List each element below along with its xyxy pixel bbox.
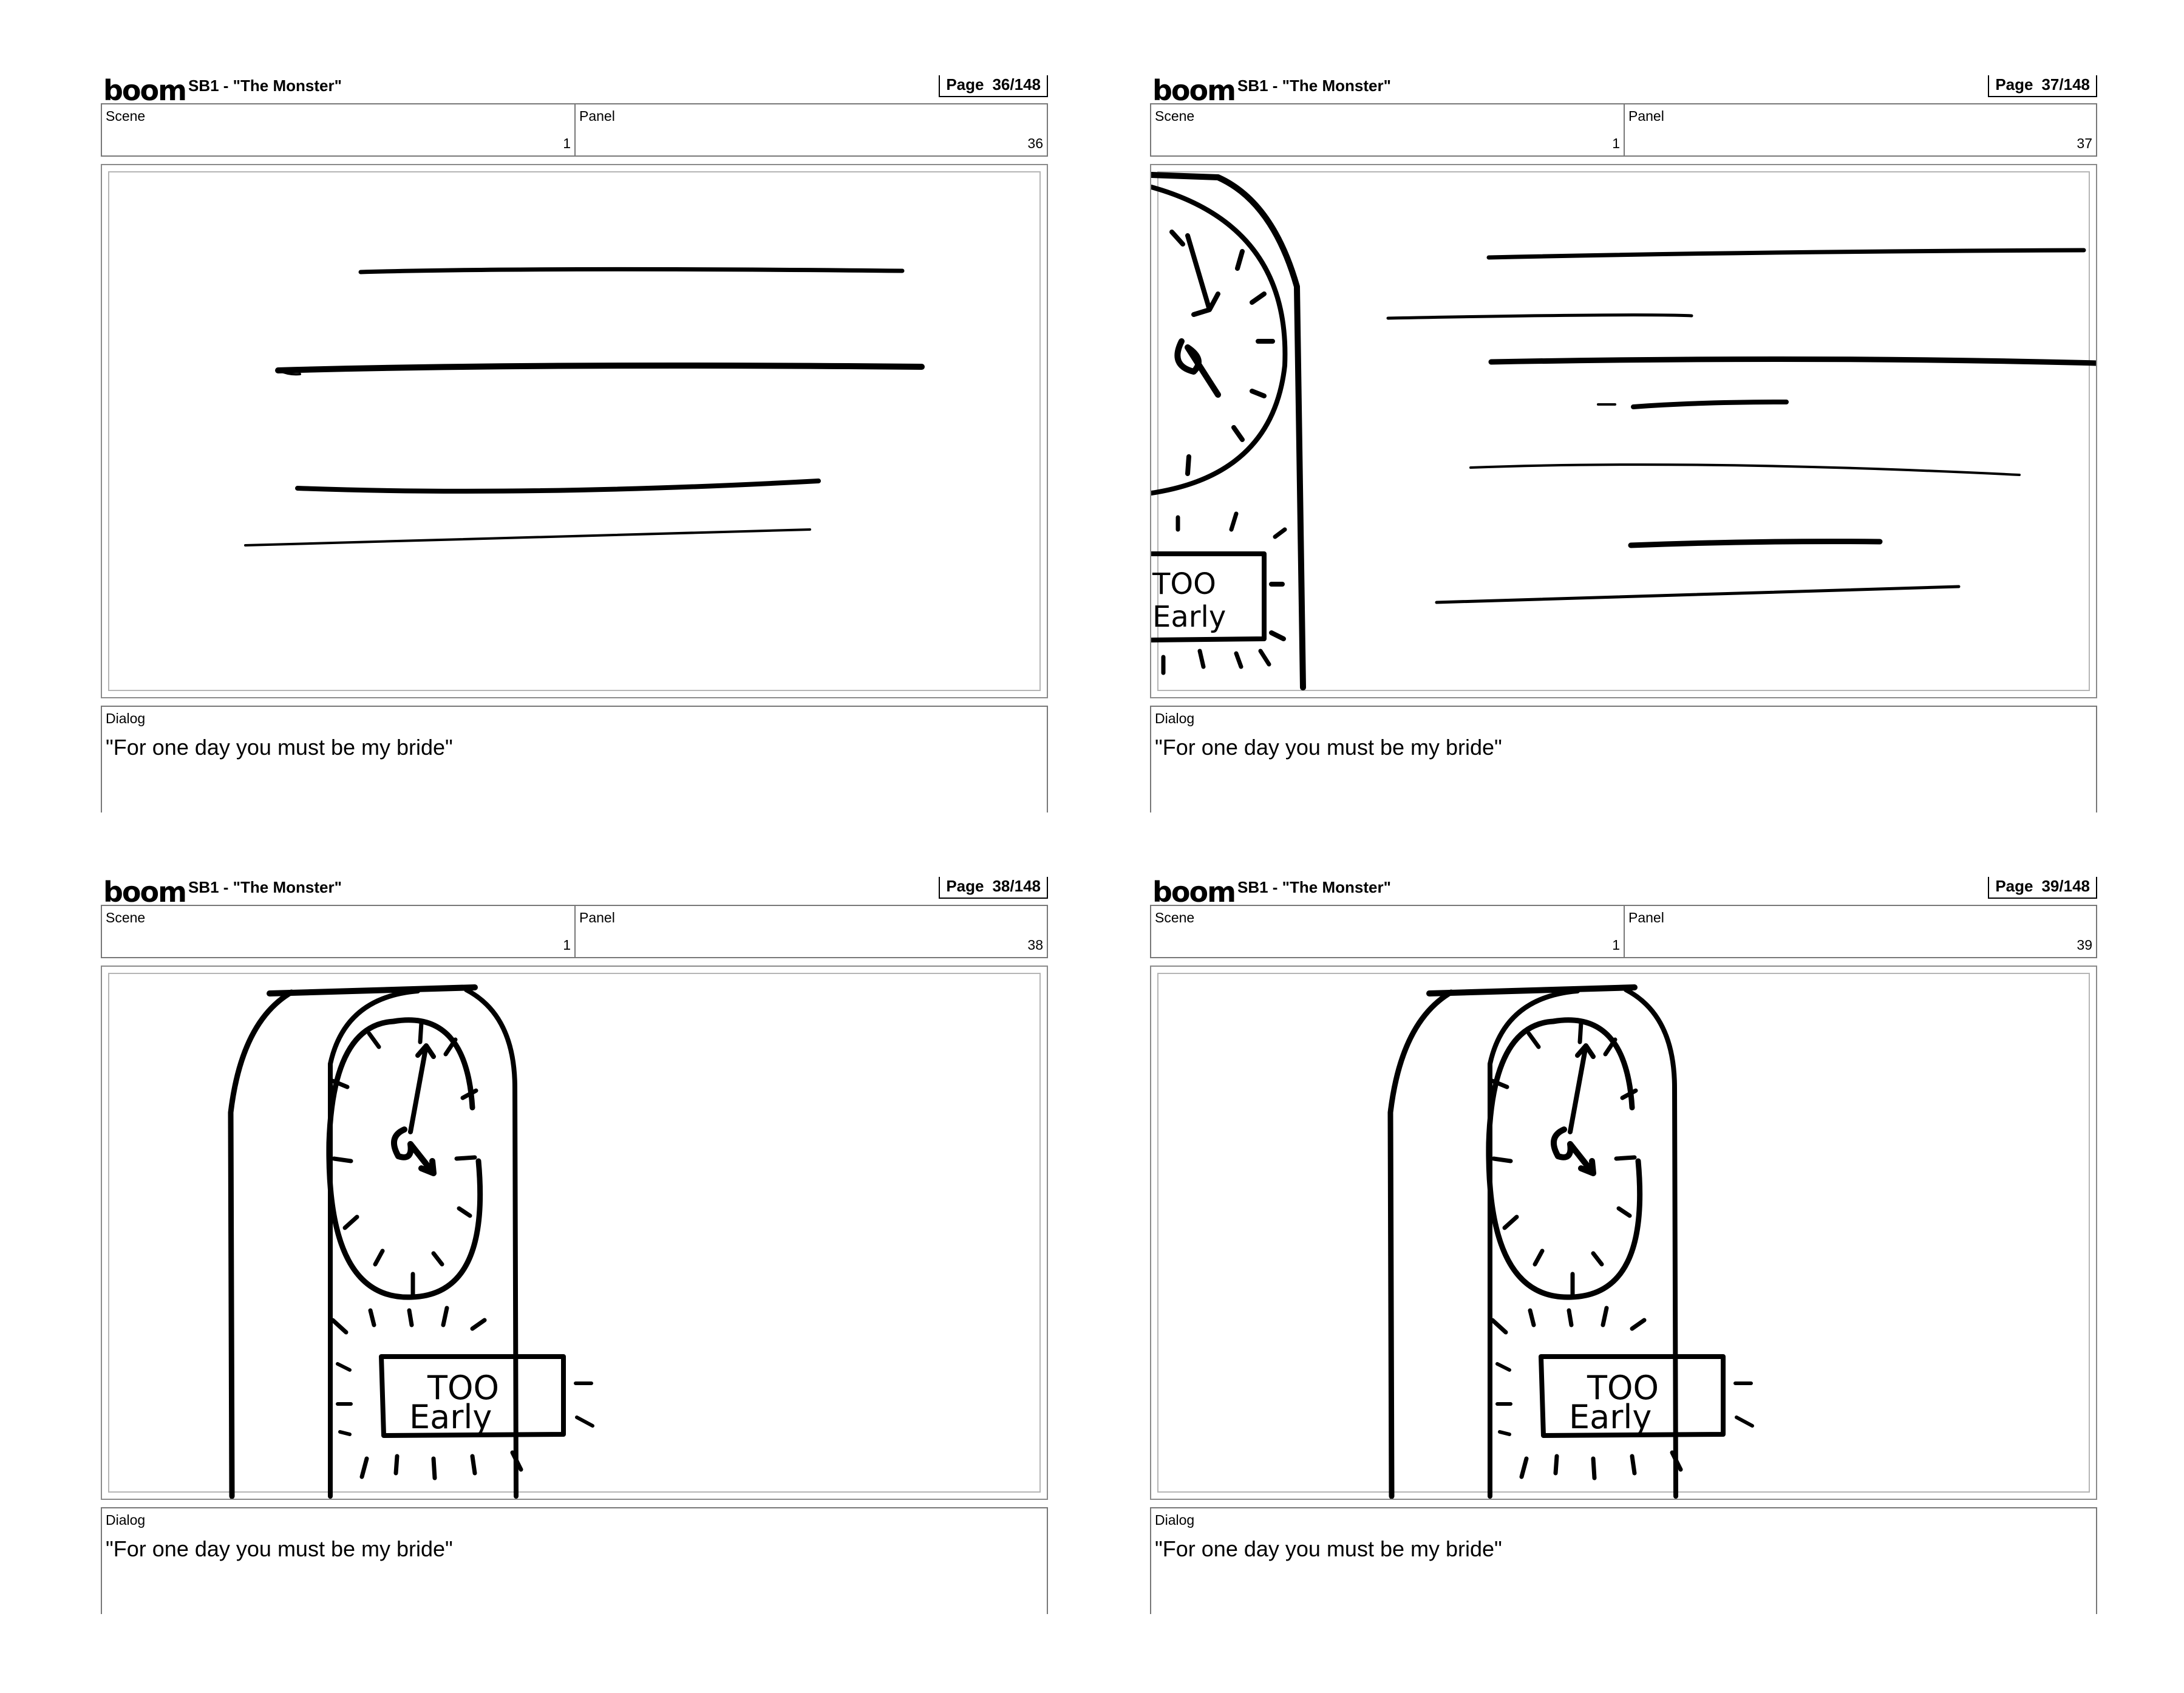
- panel-frame: [1150, 164, 2097, 698]
- dialog-label: Dialog: [106, 1512, 146, 1528]
- clock-tower-sketch: [231, 987, 593, 1496]
- scene-value: 1: [1612, 135, 1620, 151]
- panel-value: 37: [2077, 135, 2092, 151]
- panel-value: 36: [1027, 135, 1043, 151]
- storyboard-page: [101, 877, 1048, 1614]
- page-label: Page: [946, 75, 984, 94]
- panel-sketch-clock-tower: [1151, 967, 2096, 1499]
- page-counter: [939, 877, 1048, 899]
- panel-frame: [1150, 966, 2097, 1500]
- panel-sketch-clock-and-speed-lines: [1151, 165, 2096, 697]
- brand-logo: boom: [103, 877, 186, 905]
- scene-panel-row: [1150, 103, 2097, 157]
- page-number: 37/148: [2041, 75, 2090, 94]
- panel-cell: [576, 104, 1047, 155]
- sign-line-2: Early: [1569, 1398, 1652, 1436]
- page-header: [1150, 877, 2097, 905]
- panel-cell: [1625, 906, 2096, 957]
- storyboard-title: SB1 - "The Monster": [188, 878, 342, 896]
- brand-logo: boom: [1152, 877, 1236, 905]
- storyboard-page: [1150, 877, 2097, 1614]
- sign-line-1: TOO: [1152, 567, 1216, 601]
- storyboard-page: [1150, 75, 2097, 812]
- dialog-label: Dialog: [1155, 1512, 1195, 1528]
- page-header: [1150, 75, 2097, 103]
- page-counter: [1988, 75, 2097, 97]
- scene-label: Scene: [106, 910, 146, 925]
- page-counter: [939, 75, 1048, 97]
- scene-cell: [1151, 906, 1625, 957]
- page-header: [101, 75, 1048, 103]
- page-number: 36/148: [992, 75, 1041, 94]
- scene-value: 1: [563, 937, 571, 953]
- page-label: Page: [1995, 877, 2033, 895]
- scene-label: Scene: [106, 108, 146, 124]
- page-counter: [1988, 877, 2097, 899]
- scene-panel-row: [101, 905, 1048, 958]
- panel-label: Panel: [1628, 108, 1664, 124]
- clock-tower-sketch: [1390, 987, 1752, 1496]
- dialog-text: "For one day you must be my bride": [1155, 1536, 1502, 1561]
- sign-line-1: TOO: [1587, 1369, 1659, 1407]
- panel-label: Panel: [579, 910, 615, 925]
- brand-logo: boom: [1152, 75, 1236, 103]
- dialog-text: "For one day you must be my bride": [106, 1536, 453, 1561]
- scene-label: Scene: [1155, 910, 1195, 925]
- sign-line-2: Early: [1152, 600, 1226, 634]
- storyboard-page: [101, 75, 1048, 812]
- scene-cell: [102, 104, 576, 155]
- scene-cell: [102, 906, 576, 957]
- panel-frame: [101, 164, 1048, 698]
- dialog-text: "For one day you must be my bride": [1155, 735, 1502, 760]
- clock-tower-sketch: [1151, 175, 1303, 687]
- sign-line-1: TOO: [427, 1369, 499, 1407]
- dialog-text: "For one day you must be my bride": [106, 735, 453, 760]
- panel-sketch-speed-lines: [102, 165, 1047, 697]
- dialog-box: [1150, 1507, 2097, 1614]
- panel-label: Panel: [1628, 910, 1664, 925]
- page-number: 38/148: [992, 877, 1041, 895]
- panel-cell: [576, 906, 1047, 957]
- storyboard-title: SB1 - "The Monster": [1237, 878, 1391, 896]
- panel-value: 39: [2077, 937, 2092, 953]
- scene-value: 1: [1612, 937, 1620, 953]
- brand-logo: boom: [103, 75, 186, 103]
- scene-label: Scene: [1155, 108, 1195, 124]
- page-label: Page: [1995, 75, 2033, 94]
- storyboard-title: SB1 - "The Monster": [188, 77, 342, 95]
- storyboard-title: SB1 - "The Monster": [1237, 77, 1391, 95]
- scene-panel-row: [1150, 905, 2097, 958]
- dialog-label: Dialog: [106, 710, 146, 726]
- scene-cell: [1151, 104, 1625, 155]
- scene-value: 1: [563, 135, 571, 151]
- panel-sketch-clock-tower: [102, 967, 1047, 1499]
- panel-label: Panel: [579, 108, 615, 124]
- page-number: 39/148: [2041, 877, 2090, 895]
- dialog-box: [1150, 706, 2097, 812]
- dialog-label: Dialog: [1155, 710, 1195, 726]
- page-header: [101, 877, 1048, 905]
- panel-value: 38: [1027, 937, 1043, 953]
- panel-frame: [101, 966, 1048, 1500]
- scene-panel-row: [101, 103, 1048, 157]
- panel-cell: [1625, 104, 2096, 155]
- dialog-box: [101, 706, 1048, 812]
- dialog-box: [101, 1507, 1048, 1614]
- speed-lines: [1388, 250, 2096, 602]
- page-label: Page: [946, 877, 984, 895]
- sign-line-2: Early: [409, 1398, 492, 1436]
